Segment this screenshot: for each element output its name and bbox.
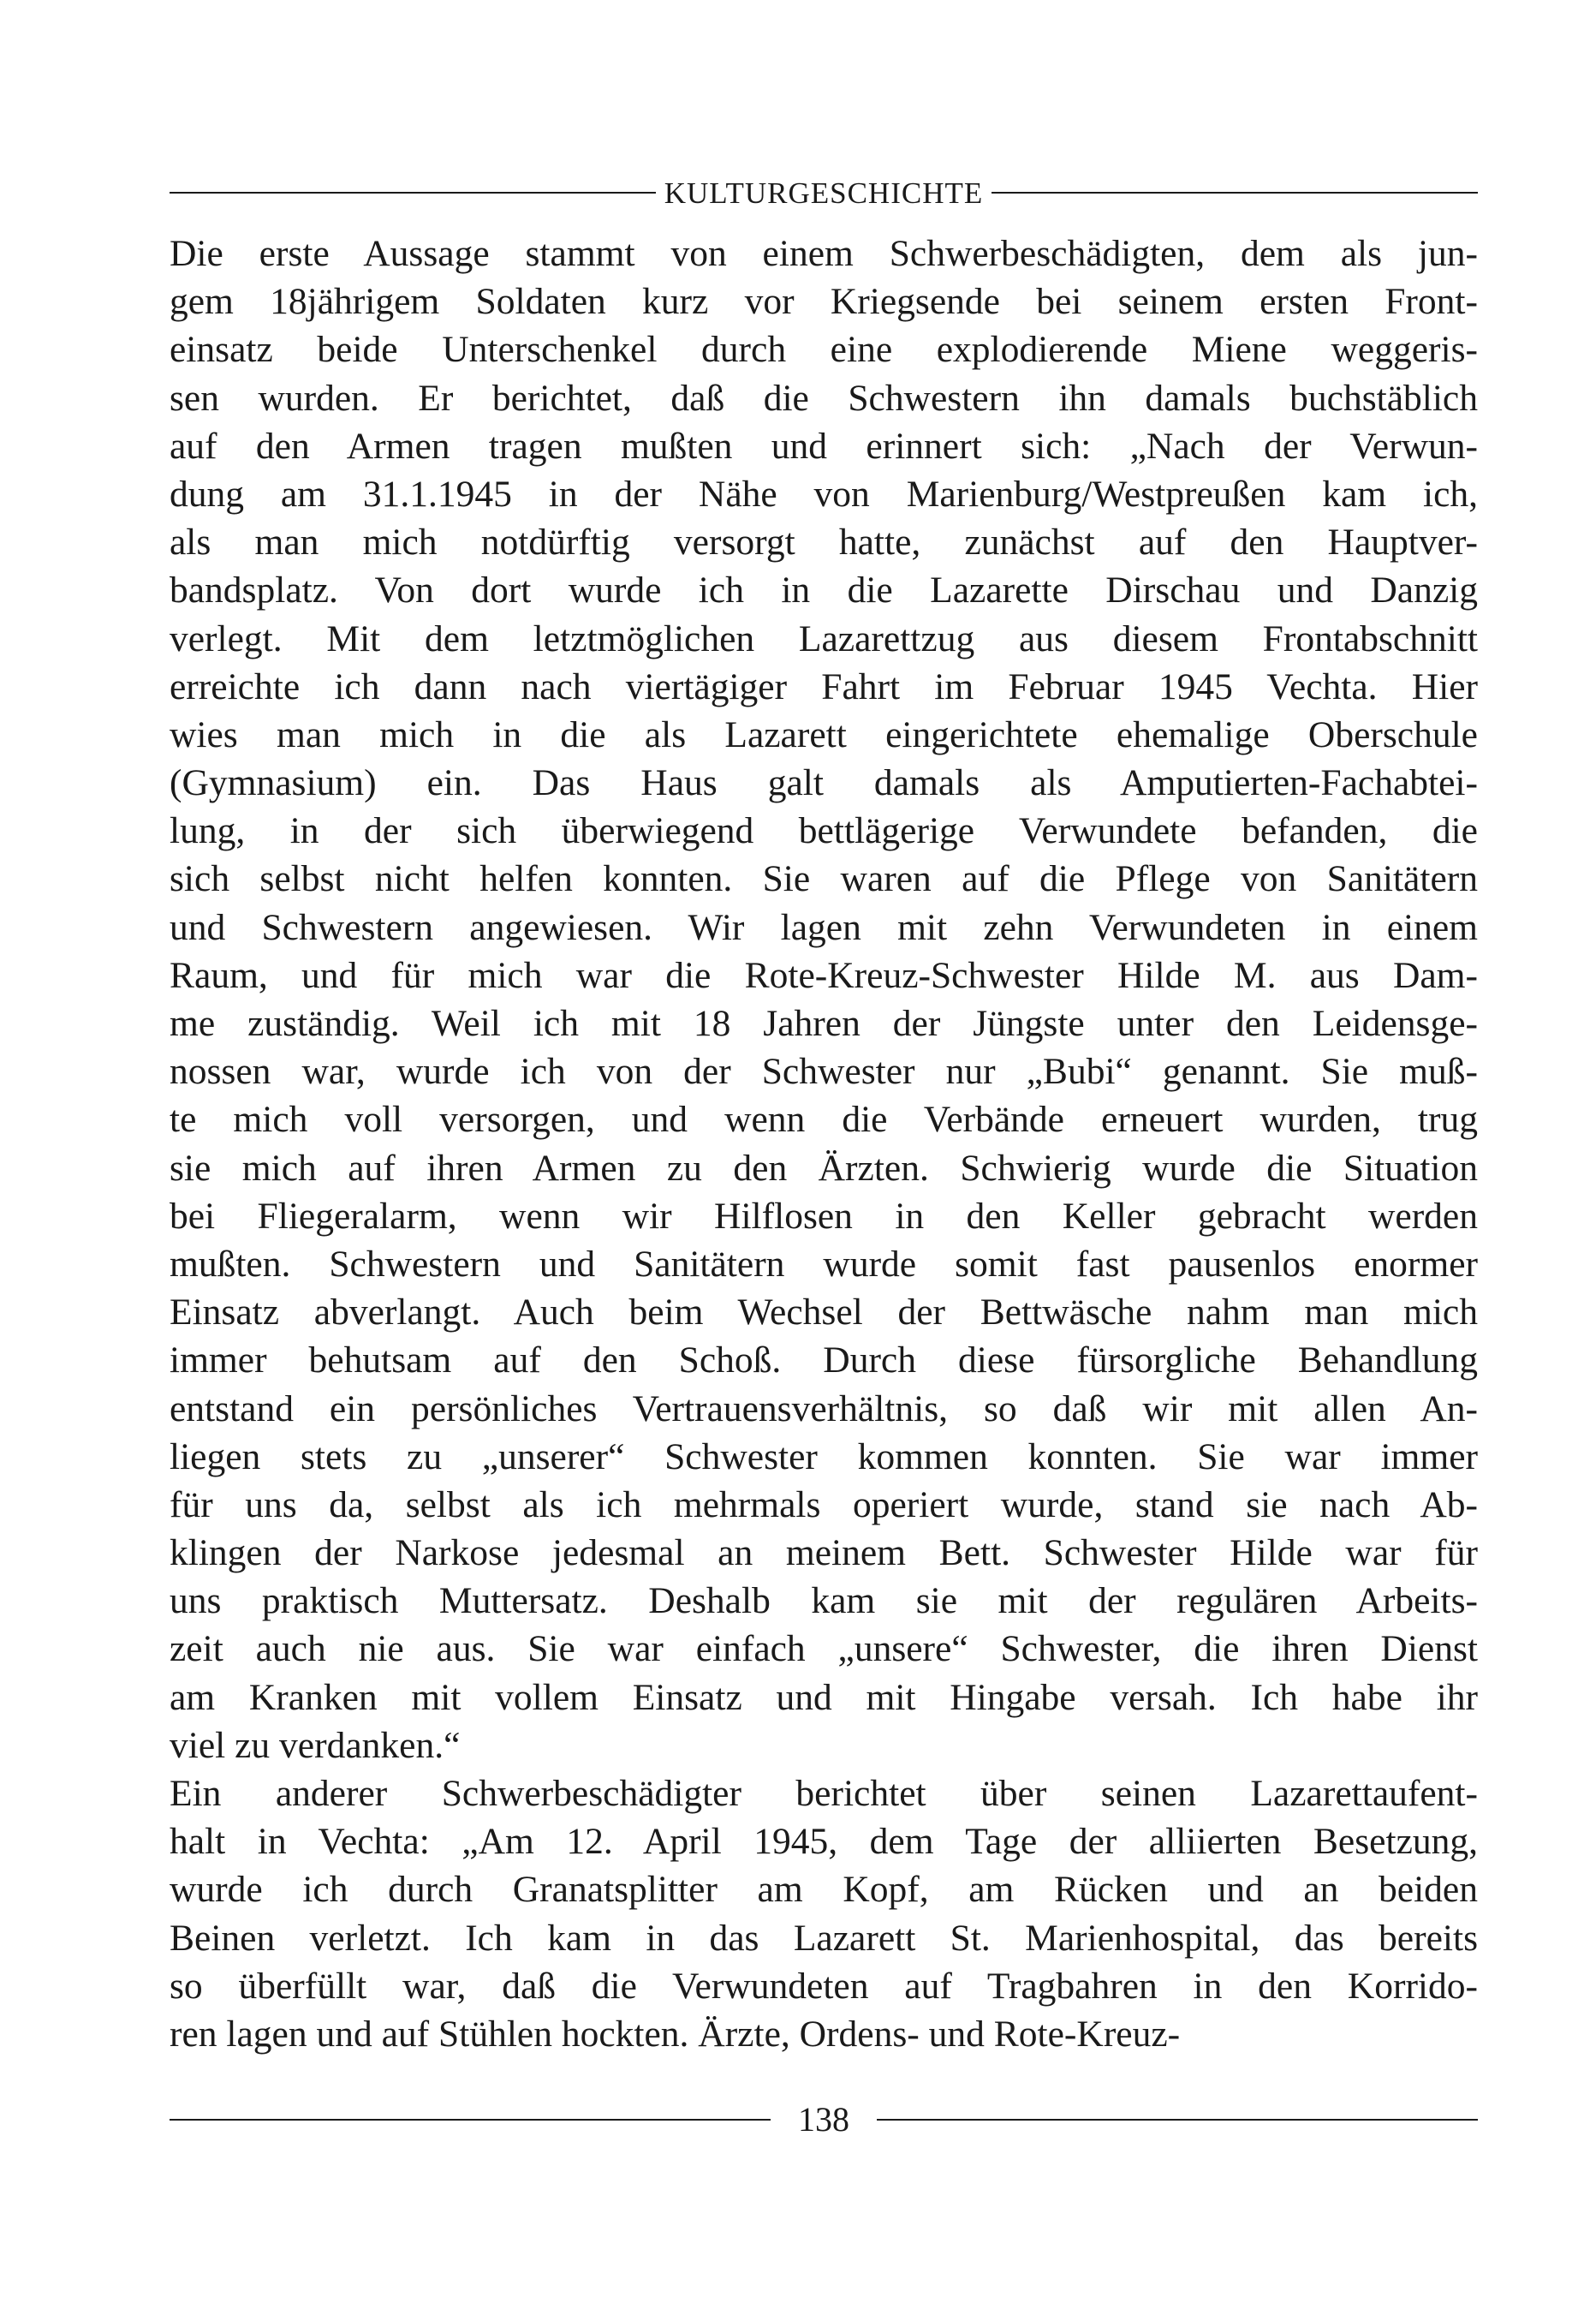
text-line: am Kranken mit vollem Einsatz und mit Hingabe versah. Ich habe ihr	[170, 1676, 1478, 1718]
text-line: klingen der Narkose jedesmal an meinem Bett. Schwester Hilde war für	[170, 1532, 1478, 1574]
text-line: (Gymnasium) ein. Das Haus galt damals als Amputierten-Fachabtei-	[170, 762, 1478, 804]
text-line: mußten. Schwestern und Sanitätern wurde somit fast pausenlos enormer	[170, 1243, 1478, 1285]
text-line: sie mich auf ihren Armen zu den Ärzten. Schwierig wurde die Situation	[170, 1147, 1478, 1189]
footer-rule-left	[170, 2119, 771, 2121]
text-line: lung, in der sich überwiegend bettlägerige Verwundete befanden, die	[170, 810, 1478, 852]
text-line: einsatz beide Unterschenkel durch eine explodierende Miene weggeris-	[170, 329, 1478, 371]
text-line: zeit auch nie aus. Sie war einfach „unsere“ Schwester, die ihren Dienst	[170, 1628, 1478, 1670]
body-text	[170, 230, 1478, 2058]
text-line: Beinen verletzt. Ich kam in das Lazarett St. Marienhospital, das bereits	[170, 1917, 1478, 1959]
text-line: bandsplatz. Von dort wurde ich in die Lazarette Dirschau und Danzig	[170, 570, 1478, 612]
text-line: wies man mich in die als Lazarett eingerichtete ehemalige Oberschule	[170, 713, 1478, 755]
text-line: entstand ein persönliches Vertrauensverhältnis, so daß wir mit allen An-	[170, 1387, 1478, 1429]
text-line: als man mich notdürftig versorgt hatte, zunächst auf den Hauptver-	[170, 522, 1478, 564]
text-line: dung am 31.1.1945 in der Nähe von Marienburg/Westpreußen kam ich,	[170, 473, 1478, 515]
page-number: 138	[798, 2100, 849, 2139]
text-line: Einsatz abverlangt. Auch beim Wechsel der Bettwäsche nahm man mich	[170, 1292, 1478, 1333]
text-line: so überfüllt war, daß die Verwundeten auf Tragbahren in den Korrido-	[170, 1965, 1478, 2007]
header-rule-right	[992, 192, 1478, 194]
text-line: uns praktisch Muttersatz. Deshalb kam sie mit der regulären Arbeits-	[170, 1580, 1478, 1622]
text-line: und Schwestern angewiesen. Wir lagen mit zehn Verwundeten in einem	[170, 906, 1478, 948]
text-line: ren lagen und auf Stühlen hockten. Ärzte, Ordens- und Rote-Kreuz-	[170, 2013, 1181, 2055]
text-line: verlegt. Mit dem letztmöglichen Lazarettzug aus diesem Frontabschnitt	[170, 618, 1478, 659]
page-footer	[170, 2098, 1478, 2141]
text-line: sen wurden. Er berichtet, daß die Schwestern ihn damals buchstäblich	[170, 377, 1478, 419]
text-line: bei Fliegeralarm, wenn wir Hilflosen in den Keller gebracht werden	[170, 1195, 1478, 1237]
text-line: Ein anderer Schwerbeschädigter berichtet über seinen Lazarettaufent-	[170, 1773, 1478, 1814]
text-line: Raum, und für mich war die Rote-Kreuz-Schwester Hilde M. aus Dam-	[170, 954, 1478, 996]
text-line: nossen war, wurde ich von der Schwester nur „Bubi“ genannt. Sie muß-	[170, 1051, 1478, 1093]
header-rule-left	[170, 192, 656, 194]
running-header	[170, 171, 1478, 214]
text-line: für uns da, selbst als ich mehrmals operiert wurde, stand sie nach Ab-	[170, 1483, 1478, 1525]
running-title: KULTURGESCHICHTE	[664, 176, 984, 210]
footer-rule-right	[877, 2119, 1478, 2121]
text-line: viel zu verdanken.“	[170, 1724, 461, 1766]
text-line: auf den Armen tragen mußten und erinnert sich: „Nach der Verwun-	[170, 425, 1478, 467]
text-line: sich selbst nicht helfen konnten. Sie waren auf die Pflege von Sanitätern	[170, 858, 1478, 900]
text-line: wurde ich durch Granatsplitter am Kopf, am Rücken und an beiden	[170, 1869, 1478, 1911]
text-line: Die erste Aussage stammt von einem Schwerbeschädigten, dem als jun-	[170, 233, 1478, 274]
text-line: halt in Vechta: „Am 12. April 1945, dem Tage der alliierten Besetzung,	[170, 1821, 1478, 1863]
text-line: immer behutsam auf den Schoß. Durch diese fürsorgliche Behandlung	[170, 1339, 1478, 1381]
text-line: liegen stets zu „unserer“ Schwester kommen konnten. Sie war immer	[170, 1435, 1478, 1477]
text-line: erreichte ich dann nach viertägiger Fahrt im Februar 1945 Vechta. Hier	[170, 665, 1478, 707]
text-line: gem 18jährigem Soldaten kurz vor Kriegsende bei seinem ersten Front-	[170, 281, 1478, 323]
text-line: te mich voll versorgen, und wenn die Verbände erneuert wurden, trug	[170, 1099, 1478, 1141]
text-line: me zuständig. Weil ich mit 18 Jahren der Jüngste unter den Leidensge-	[170, 1003, 1478, 1044]
